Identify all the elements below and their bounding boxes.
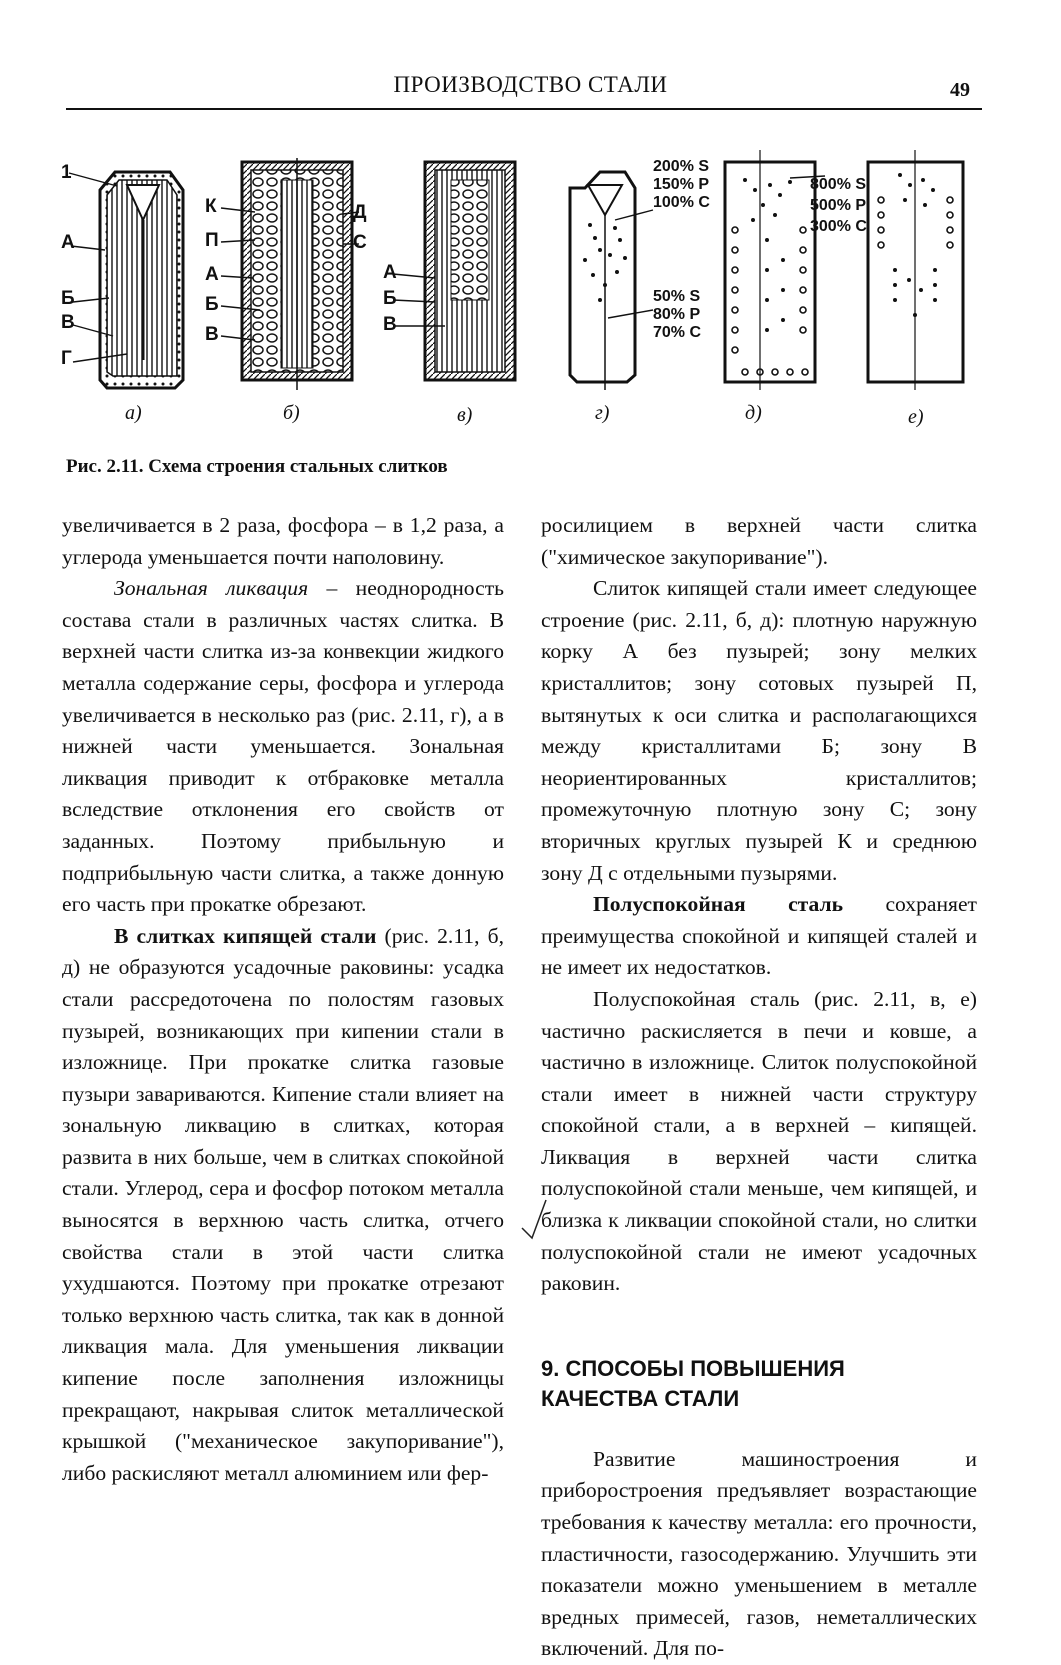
running-head: ПРОИЗВОДСТВО СТАЛИ	[393, 72, 668, 97]
paragraph	[62, 573, 504, 921]
g-labels-top	[653, 158, 710, 212]
g-label-c-top: 100% C	[653, 194, 710, 211]
right-column	[541, 510, 977, 1665]
term-semi-killed: Полуспокойная сталь	[593, 892, 844, 917]
panel-label-v: в)	[457, 404, 473, 426]
ingot-g	[570, 172, 653, 390]
paragraph-text: сохраняет преимущества спокойной и кипящей сталей и не имеет их недостатков.	[541, 892, 977, 980]
label-b-D: Д	[353, 202, 367, 223]
paragraph-text: – неоднородность состава стали в различных частях слитка. В верхней части слитка из-за конвекции жидкого металла содержание серы, фосфора и углерода увеличивается в несколько раз (рис. 2.11, г), а в нижней части уменьшается. Зональная ликвация приводит к отбраковке металла вследствие отклонения его свойств от заданных. Поэтому прибыльную и подприбыльную части слитка, а также донную его часть при прокатке обрезают.	[62, 576, 505, 917]
term-zonal-segregation: Зональная ликвация	[114, 576, 309, 601]
paragraph: Слиток кипящей стали имеет следующее строение (рис. 2.11, б, д): плотную наружную корку А без пузырей; зону мелких кристаллитов; зону сотовых пузырей П, вытянутых к оси слитка и располагающихся между кристаллитами Б; зону В неориентированных кристаллитов; промежуточную плотную зону С; зону вторичных круглых пузырей К и среднюю зону Д с отдельными пузырями.	[541, 576, 977, 885]
label-a-B: Б	[61, 288, 75, 309]
e-label-s: 800% S	[810, 176, 867, 193]
label-b-A: А	[205, 264, 219, 285]
paragraph	[541, 889, 977, 984]
panel-label-e: е)	[908, 406, 924, 428]
ingot-b	[221, 158, 359, 390]
g-label-s-bottom: 50% S	[653, 288, 701, 305]
label-v-V: В	[383, 314, 397, 335]
paragraph	[62, 921, 504, 1490]
paragraph: увеличивается в 2 раза, фосфора – в 1,2 раза, а углерода уменьшается почти наполовину.	[62, 513, 504, 569]
figure-caption: Рис. 2.11. Схема строения стальных слитков	[66, 456, 448, 477]
e-label-p: 500% P	[810, 197, 867, 214]
paragraph: росилицием в верхней части слитка ("химическое закупоривание").	[541, 513, 977, 569]
panel-label-d: д)	[745, 402, 762, 424]
g-label-s-top: 200% S	[653, 158, 710, 175]
panel-label-b: б)	[283, 402, 300, 424]
label-a-V: В	[61, 312, 75, 333]
heading-line-2: КАЧЕСТВА СТАЛИ	[541, 1385, 740, 1411]
panel-label-g: г)	[595, 402, 610, 424]
label-b-S: С	[353, 232, 367, 253]
label-b-B: Б	[205, 294, 219, 315]
g-label-p-top: 150% P	[653, 176, 710, 193]
label-a-1: 1	[61, 162, 72, 183]
checkmark-icon	[520, 1198, 550, 1242]
label-b-V: В	[205, 324, 219, 345]
ingot-e	[868, 150, 963, 390]
ingot-figure	[55, 140, 1005, 440]
paragraph: Развитие машиностроения и приборостроения предъявляет возрастающие требования к качеству металла: его прочности, пластичности, газосодержанию. Улучшить эти показатели можно уменьшением в металле вредных примесей, газов, неметаллических включений. Для по-	[541, 1446, 977, 1661]
ingot-v	[393, 162, 515, 380]
label-a-A: А	[61, 232, 75, 253]
page-number: 49	[950, 79, 970, 101]
g-labels-bottom	[653, 288, 701, 342]
e-labels	[810, 174, 867, 237]
label-b-P: П	[205, 230, 219, 251]
label-v-B: Б	[383, 288, 397, 309]
g-label-p-bottom: 80% P	[653, 306, 701, 323]
heading-line-1: 9. СПОСОБЫ ПОВЫШЕНИЯ	[541, 1355, 845, 1381]
label-a-G: Г	[61, 348, 72, 369]
ingot-a	[69, 172, 183, 388]
label-v-A: А	[383, 262, 397, 283]
paragraph-text: (рис. 2.11, б, д) не образуются усадочные раковины: усадка стали рассредоточена по полостям газовых пузырей, возникающих при кипении стали в изложнице. При прокатке слитка газовые пузыри завариваются. Кипение стали влияет на зональную ликвацию в слитках, которая развита в них больше, чем в слитках спокойной стали. Углерод, сера и фосфор потоком металла выносятся в верхнюю часть слитка, отчего свойства стали в этой части слитка ухудшаются. Поэтому при прокатке отрезают только верхнюю часть слитка, так как в донной ликвация мала. Для уменьшения ликвации кипение после заполнения изложницы прекращают, накрывая слиток металлической крышкой ("механическое закупоривание"), либо раскисляют металл алюминием или фер-	[62, 923, 504, 1485]
term-rimmed-ingots: В слитках кипящей стали	[114, 923, 377, 948]
e-label-c: 300% C	[810, 218, 867, 235]
paragraph: Полуспокойная сталь (рис. 2.11, в, е) частично раскисляется в печи и ковше, а частично в изложнице. Слиток полуспокойной стали имеет в нижней части структуру спокойной стали, а в верхней – кипящей. Ликвация в верхней части слитка полуспокойной стали меньше, чем кипящей, и близка к ликвации спокойной стали, но слитки полуспокойной стали не имеют усадочных раковин.	[541, 986, 977, 1296]
section-heading	[541, 1354, 977, 1414]
panel-label-a: а)	[125, 402, 142, 424]
label-b-K: К	[205, 196, 217, 217]
left-column	[62, 510, 504, 1489]
g-label-c-bottom: 70% C	[653, 324, 702, 341]
header-rule	[66, 108, 982, 110]
